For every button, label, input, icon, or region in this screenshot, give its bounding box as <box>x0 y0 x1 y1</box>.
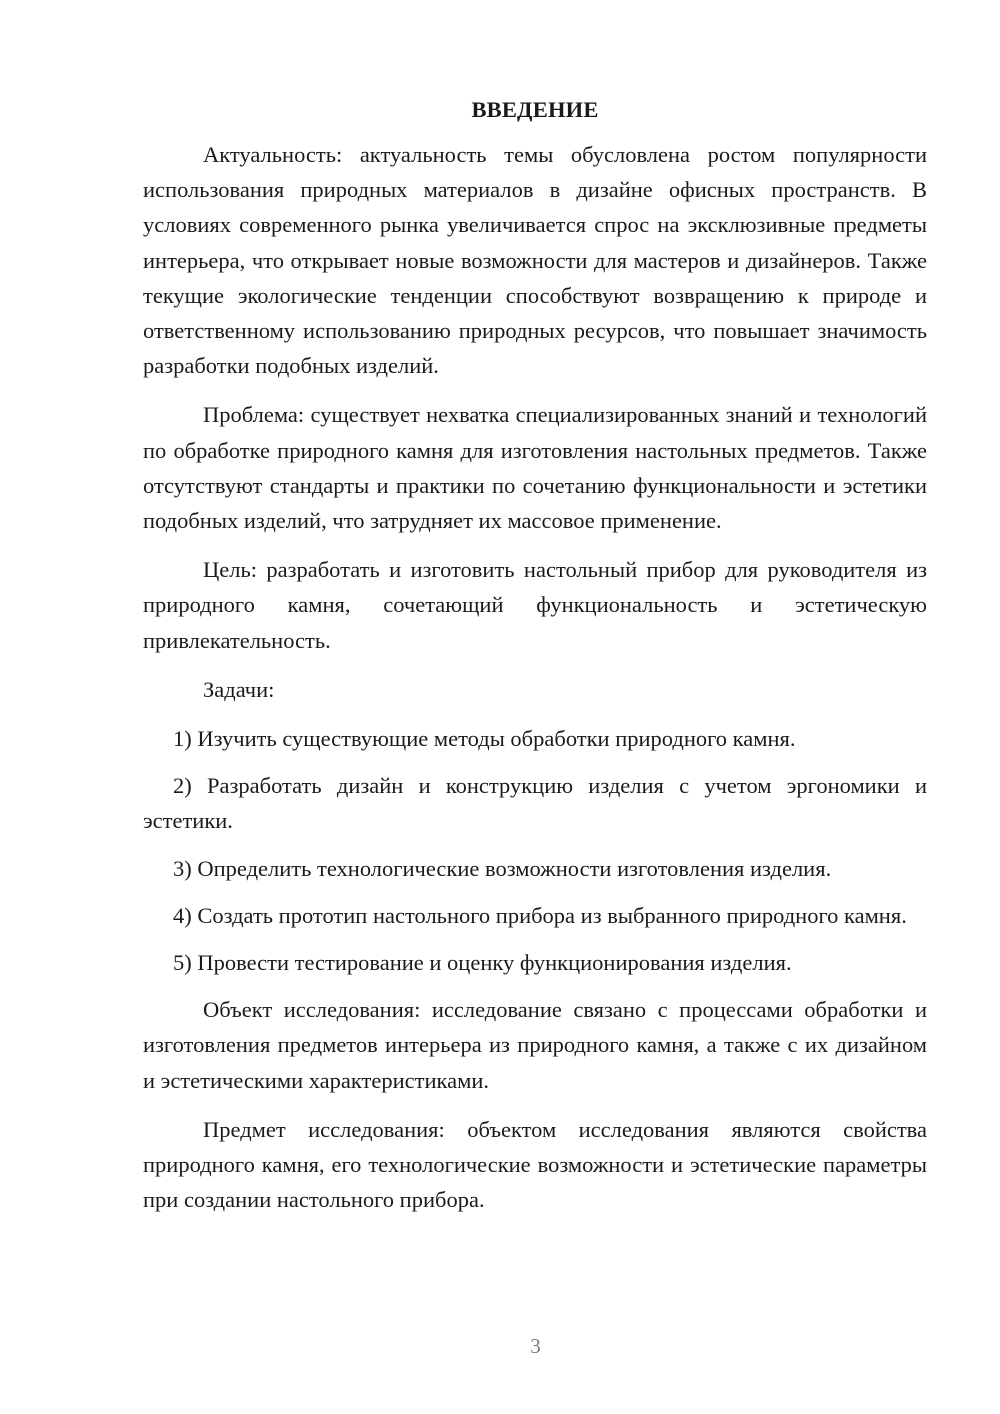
relevance-paragraph: Актуальность: актуальность темы обусловлена ростом популярности использования природных материалов в дизайне офисных пространств. В условиях современного рынка увеличивается спрос на эксклюзивные предметы интерьера, что открывает новые возможности для мастеров и дизайнеров. Также текущие экологические тенденции способствуют возвращению к природе и ответственному использованию природных ресурсов, что повышает значимость разработки подобных изделий. <box>143 142 927 379</box>
tasks-heading: Задачи: <box>203 676 275 702</box>
section-title: ВВЕДЕНИЕ <box>471 97 599 122</box>
task-item-3: 3) Определить технологические возможности изготовления изделия. <box>173 855 832 881</box>
problem-paragraph: Проблема: существует нехватка специализированных знаний и технологий по обработке природного камня для изготовления настольных предметов. Также отсутствуют стандарты и практики по сочетанию функциональности и эстетики подобных изделий, что затрудняет их массовое применение. <box>143 402 927 534</box>
task-item-1: 1) Изучить существующие методы обработки природного камня. <box>173 726 796 752</box>
task-item-2: 2) Разработать дизайн и конструкцию изделия с учетом эргономики и эстетики. <box>143 773 927 834</box>
subject-paragraph: Предмет исследования: объектом исследования являются свойства природного камня, его технологические возможности и эстетические параметры при создании настольного прибора. <box>143 1116 927 1213</box>
task-item-5: 5) Провести тестирование и оценку функционирования изделия. <box>173 950 792 976</box>
task-item-4: 4) Создать прототип настольного прибора из выбранного природного камня. <box>173 902 907 928</box>
goal-paragraph: Цель: разработать и изготовить настольный прибор для руководителя из природного камня, сочетающий функциональность и эстетическую привлекательность. <box>143 557 927 653</box>
object-paragraph: Объект исследования: исследование связано с процессами обработки и изготовления предметов интерьера из природного камня, а также с их дизайном и эстетическими характеристиками. <box>143 997 927 1093</box>
page-number: 3 <box>530 1334 541 1358</box>
document-page <box>143 95 927 1227</box>
